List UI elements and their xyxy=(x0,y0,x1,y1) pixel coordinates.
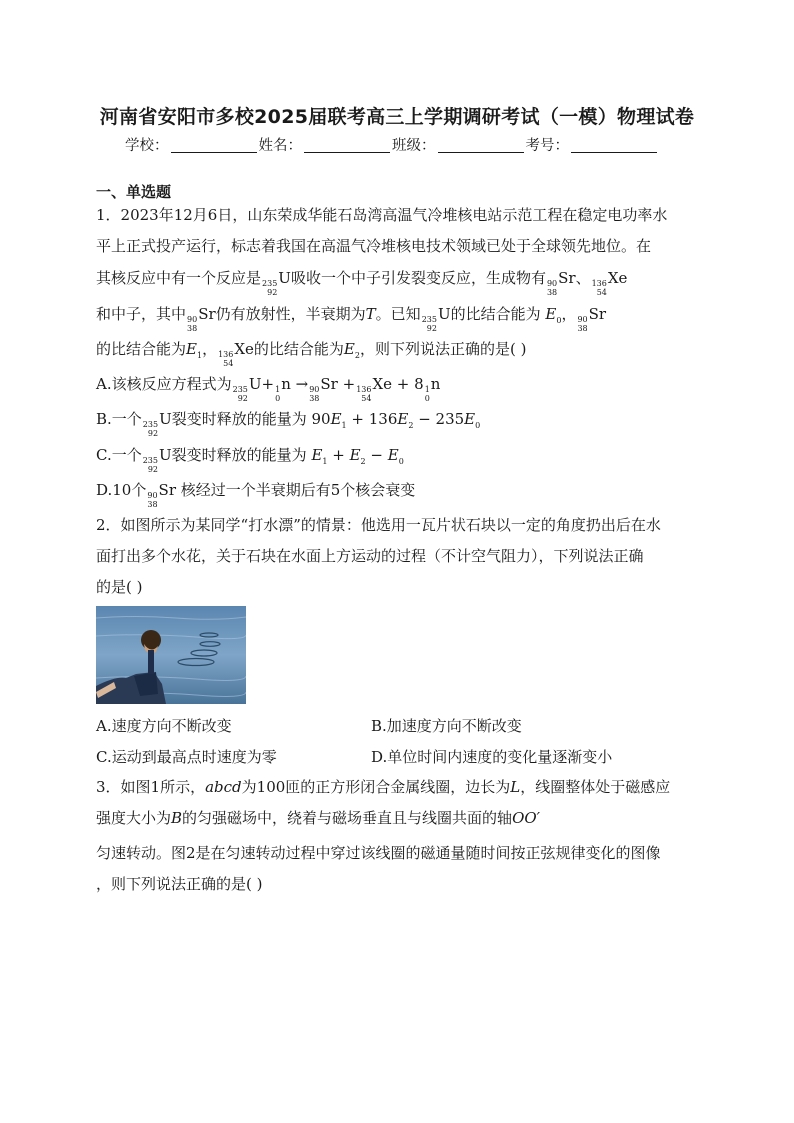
q1-line-3: 其核反应中有一个反应是 235 92 U吸收一个中子引发裂变反应，生成物有 90 38 Sr、 136 54 Xe xyxy=(96,269,628,297)
section-heading: 一、单选题 xyxy=(96,183,172,201)
q3-line-4: ，则下列说法正确的是( ) xyxy=(96,875,263,893)
class-blank xyxy=(438,136,524,153)
q1-option-c: C.一个 235 92 U裂变时释放的能量为 $E_1 + E_2 - E_0$ xyxy=(96,446,404,474)
q1-line-1: 1．2023年12月6日，山东荣成华能石岛湾高温气冷堆核电站示范工程在稳定电功率水 xyxy=(96,206,668,224)
q3-line-2: 强度大小为B的匀强磁场中，绕着与磁场垂直且与线圈共面的轴OO′ xyxy=(96,809,541,827)
xe136-nuclide: 136 54 xyxy=(591,279,607,297)
q2-option-d: D.单位时间内速度的变化量逐渐变小 xyxy=(371,748,613,766)
class-label: 班级： xyxy=(392,138,436,154)
q1-option-d: D.10个 90 38 Sr 核经过一个半衰期后有5个核会衰变 xyxy=(96,481,416,509)
exam-number-label: 考号： xyxy=(525,138,569,154)
q3-line-1: 3．如图1所示，abcd为100匝的正方形闭合金属线圈，边长为L，线圈整体处于磁感应 xyxy=(96,778,671,796)
school-blank xyxy=(171,136,257,153)
q2-option-c: C.运动到最高点时速度为零 xyxy=(96,748,277,766)
exam-number-blank xyxy=(571,136,657,153)
q1-line-5: 的比结合能为$E_1$， 136 54 Xe的比结合能为$E_2$，则下列说法正确的是( ) xyxy=(96,340,527,368)
q2-line-1: 2．如图所示为某同学“打水漂”的情景：他选用一瓦片状石块以一定的角度扔出后在水 xyxy=(96,516,661,534)
q1-option-a: A.该核反应方程式为 235 92 U+ 1 0 n → 90 38 Sr + 136 54 Xe + 8 1 0 n xyxy=(96,375,441,403)
stone-skipping-photo xyxy=(96,606,246,704)
q2-option-a: A.速度方向不断改变 xyxy=(96,717,232,735)
q2-option-b: B.加速度方向不断改变 xyxy=(371,717,522,735)
student-info-row xyxy=(125,134,659,155)
q1-line-4: 和中子，其中 90 38 Sr仍有放射性，半衰期为T。已知 235 92 U的比结合能为 $E_0$， 90 38 Sr xyxy=(96,305,607,333)
q2-line-2: 面打出多个水花，关于石块在水面上方运动的过程（不计空气阻力），下列说法正确 xyxy=(96,547,644,565)
name-blank xyxy=(304,136,390,153)
q1-line-2: 平上正式投产运行，标志着我国在高温气冷堆核电技术领域已处于全球领先地位。在 xyxy=(96,237,652,255)
q1-option-b: B.一个 235 92 U裂变时释放的能量为 $90E_1 + 136E_2 - 235E_0$ xyxy=(96,410,481,438)
u235-nuclide: 235 92 xyxy=(262,279,278,297)
q3-line-3: 匀速转动。图2是在匀速转动过程中穿过该线圈的磁通量随时间按正弦规律变化的图像 xyxy=(96,844,661,862)
name-label: 姓名： xyxy=(258,138,302,154)
sr90-nuclide: 90 38 xyxy=(546,279,558,297)
school-label: 学校： xyxy=(125,138,169,154)
page-title: 河南省安阳市多校2025届联考高三上学期调研考试（一模）物理试卷 xyxy=(99,106,695,128)
q2-line-3: 的是( ) xyxy=(96,578,143,596)
